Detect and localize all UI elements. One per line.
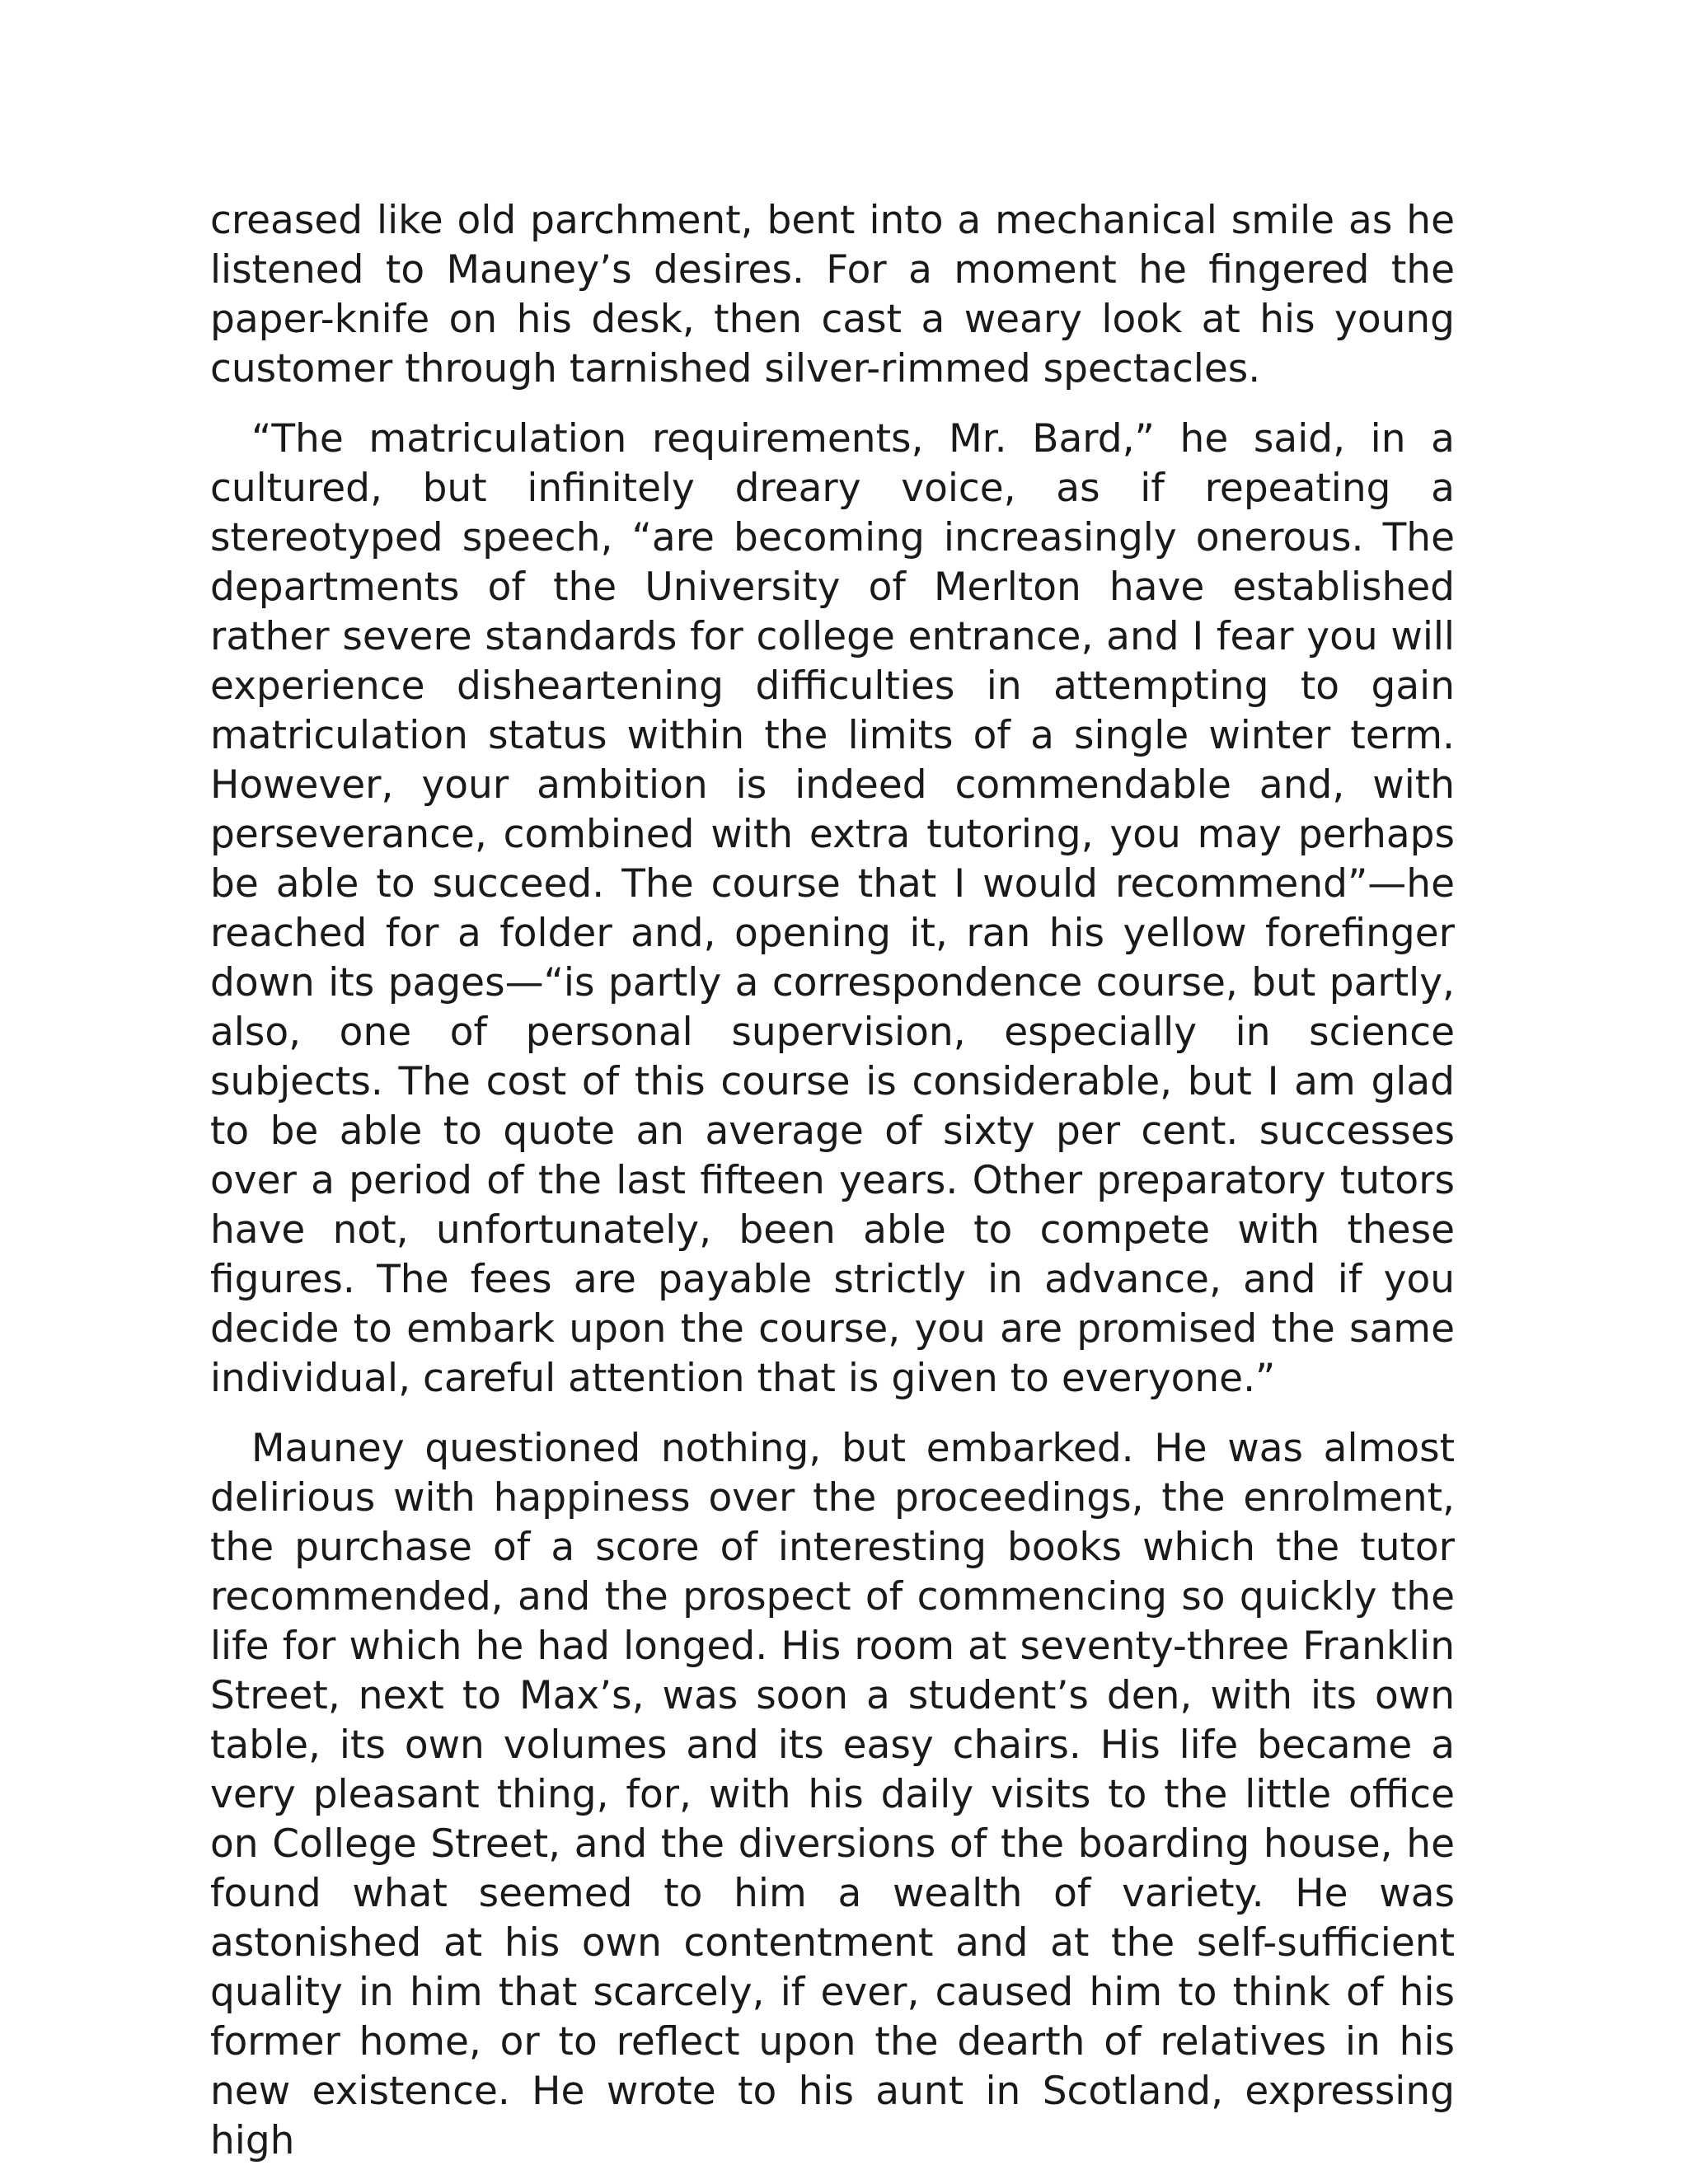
paragraph-continuation: creased like old parchment, bent into a mechanical smile as he listened to Mauney’s desires. For a moment he fingered the paper-knife on his desk, then cast a weary look at his young customer through tarnished silver-rimmed spectacles. [210, 198, 1455, 391]
paragraph-mauney-embarked: Mauney questioned nothing, but embarked. He was almost delirious with happiness over the proceedings, the enrolment, the purchase of a score of interesting books which the tutor recommended, and the prospect of commencing so quickly the life for which he had longed. His room at seventy-three Franklin Street, next to Max’s, was soon a student’s den, with its own table, its own volumes and its easy chairs. His life became a very pleasant thing, for, with his daily visits to the little office on College Street, and the diversions of the boarding house, he found what seemed to him a wealth of variety. He was astonished at his own contentment and at the self-sufficient quality in him that scarcely, if ever, caused him to think of his former home, or to reflect upon the dearth of relatives in his new existence. He wrote to his aunt in Scotland, expressing high [210, 1426, 1455, 2163]
paragraph-tutor-speech: “The matriculation requirements, Mr. Bard,” he said, in a cultured, but infinitely dreary voice, as if repeating a stereotyped speech, “are becoming increasingly onerous. The departments of the University of Merlton have established rather severe standards for college entrance, and I fear you will experience disheartening difficulties in attempting to gain matriculation status within the limits of a single winter term. However, your ambition is indeed commendable and, with perseverance, combined with extra tutoring, you may perhaps be able to succeed. The course that I would recommend”—he reached for a folder and, opening it, ran his yellow forefinger down its pages—“is partly a correspondence course, but partly, also, one of personal supervision, especially in science subjects. The cost of this course is considerable, but I am glad to be able to quote an average of sixty per cent. successes over a period of the last fifteen years. Other preparatory tutors have not, unfortunately, been able to compete with these figures. The fees are payable strictly in advance, and if you decide to embark upon the course, you are promised the same individual, careful attention that is given to everyone.” [210, 416, 1455, 1401]
book-page-body [210, 196, 1455, 2166]
